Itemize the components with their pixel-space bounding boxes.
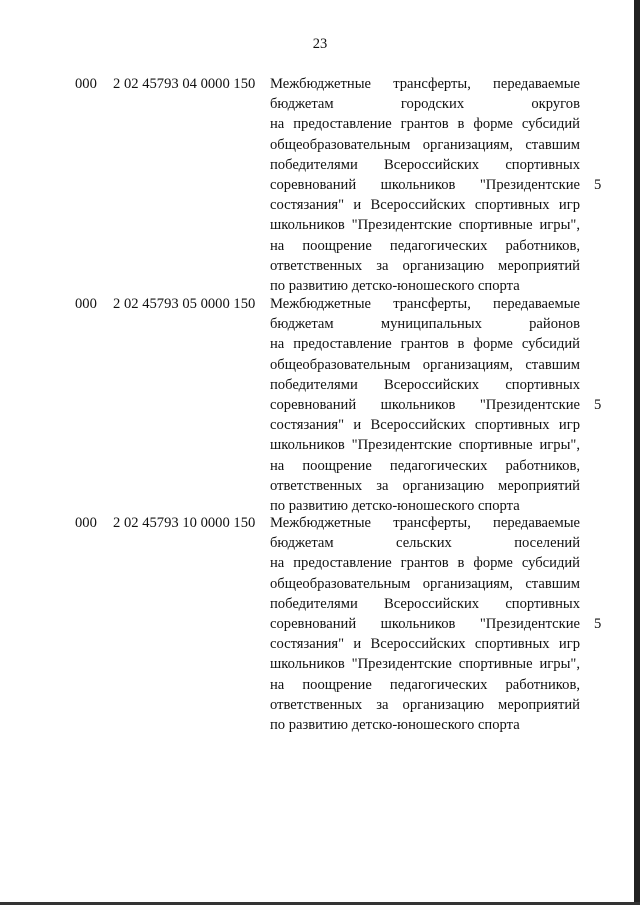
- admin-code: 000: [75, 76, 97, 92]
- description-line: ответственных за организацию мероприятий: [270, 257, 580, 274]
- description-line: ответственных за организацию мероприятий: [270, 477, 580, 494]
- scan-edge-right: [634, 0, 640, 905]
- description-line: победителями Всероссийских спортивных: [270, 156, 580, 173]
- description-line: общеобразовательным организациям, ставшим: [270, 356, 580, 373]
- description-line: на предоставление грантов в форме субсидий: [270, 555, 580, 572]
- description-line: школьников "Президентские спортивные игры",: [270, 437, 580, 454]
- budget-classification-code: 2 02 45793 10 0000 150: [113, 515, 256, 531]
- description-line: бюджетам городских округов: [270, 96, 580, 113]
- standard-value: 5: [594, 177, 602, 193]
- description-line: по развитию детско-юношеского спорта: [270, 278, 520, 295]
- description-line: бюджетам сельских поселений: [270, 535, 580, 552]
- description-line: школьников "Президентские спортивные игры",: [270, 217, 580, 234]
- description-line: соревнований школьников "Президентские: [270, 177, 580, 194]
- description-line: школьников "Президентские спортивные игры",: [270, 656, 580, 673]
- description-line: общеобразовательным организациям, ставшим: [270, 136, 580, 153]
- description-line: на предоставление грантов в форме субсидий: [270, 116, 580, 133]
- description-line: состязания" и Всероссийских спортивных игр: [270, 636, 580, 653]
- description-line: Межбюджетные трансферты, передаваемые: [270, 76, 580, 92]
- revenue-description: [270, 294, 580, 516]
- description-line: победителями Всероссийских спортивных: [270, 595, 580, 612]
- description-line: Межбюджетные трансферты, передаваемые: [270, 296, 580, 312]
- description-line: состязания" и Всероссийских спортивных игр: [270, 417, 580, 434]
- description-line: бюджетам муниципальных районов: [270, 316, 580, 333]
- page-number: 23: [312, 36, 328, 52]
- description-line: по развитию детско-юношеского спорта: [270, 717, 520, 734]
- budget-classification-code: 2 02 45793 04 0000 150: [113, 76, 256, 92]
- description-line: на предоставление грантов в форме субсидий: [270, 336, 580, 353]
- admin-code: 000: [75, 296, 97, 312]
- budget-classification-code: 2 02 45793 05 0000 150: [113, 296, 256, 312]
- description-line: соревнований школьников "Президентские: [270, 616, 580, 633]
- description-line: на поощрение педагогических работников,: [270, 676, 580, 693]
- description-line: состязания" и Всероссийских спортивных игр: [270, 197, 580, 214]
- standard-value: 5: [594, 397, 602, 413]
- admin-code: 000: [75, 515, 97, 531]
- description-line: общеобразовательным организациям, ставшим: [270, 575, 580, 592]
- description-line: ответственных за организацию мероприятий: [270, 696, 580, 713]
- description-line: на поощрение педагогических работников,: [270, 457, 580, 474]
- revenue-description: [270, 513, 580, 735]
- description-line: на поощрение педагогических работников,: [270, 237, 580, 254]
- description-line: Межбюджетные трансферты, передаваемые: [270, 515, 580, 531]
- standard-value: 5: [594, 616, 602, 632]
- description-line: по развитию детско-юношеского спорта: [270, 498, 520, 515]
- revenue-description: [270, 74, 580, 296]
- description-line: победителями Всероссийских спортивных: [270, 376, 580, 393]
- description-line: соревнований школьников "Президентские: [270, 397, 580, 414]
